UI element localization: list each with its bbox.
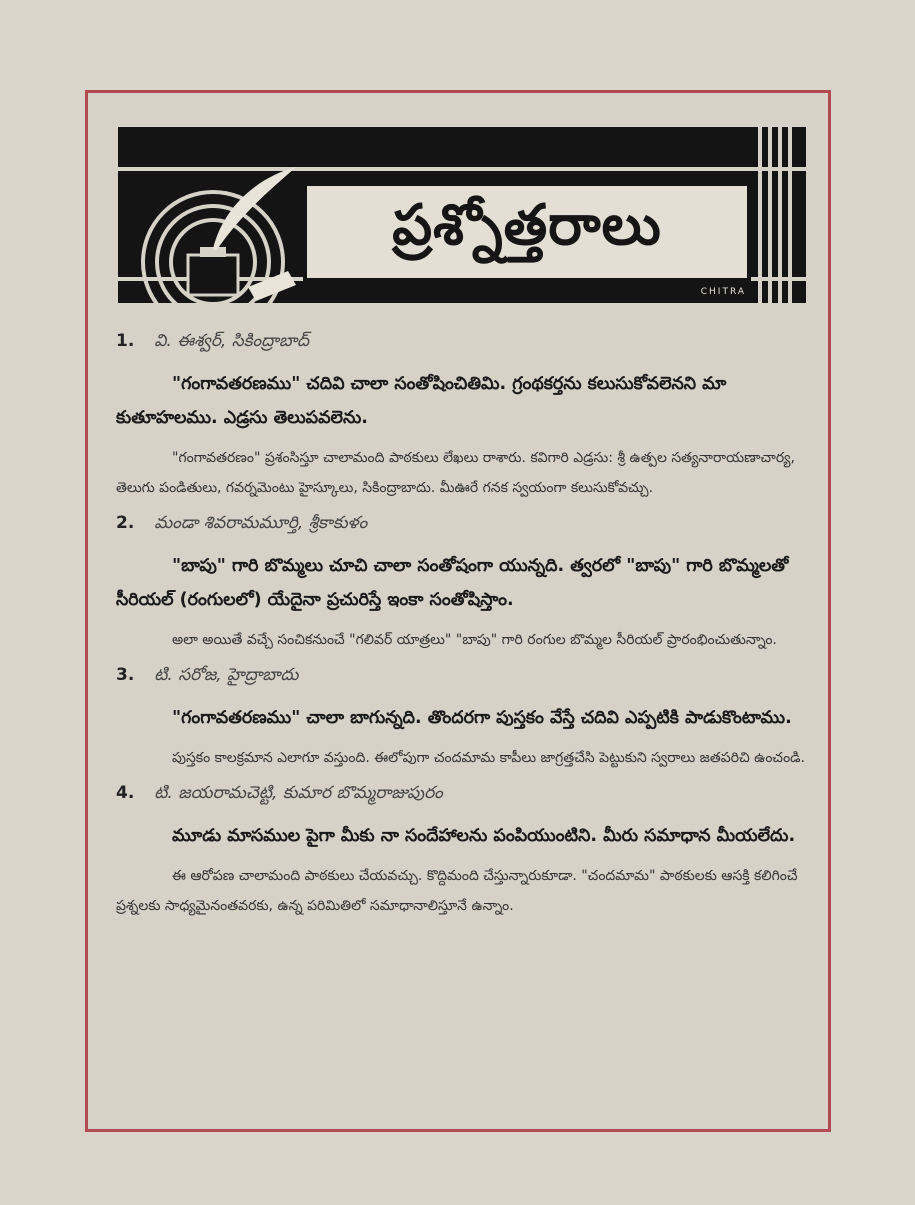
answer-text: "గంగావతరణం" ప్రశంసిస్తూ చాలామంది పాఠకులు లేఖలు రాశారు. కవిగారి ఎడ్రసు: శ్రీ ఉత్పల సత్యనారాయణాచార్య, తెలుగు పండితులు, గవర్నమెంటు హైస్కూలు, సికింద్రాబాదు. మీఊరే గనక స్వయంగా కలుసుకోవచ్చు. — [116, 450, 796, 496]
qa-list — [116, 331, 806, 931]
banner-bars — [756, 127, 798, 303]
asker-name: టి. జయరామచెట్టి, కుమార బొమ్మరాజుపురం — [154, 783, 443, 803]
answer-text: ఈ ఆరోపణ చాలామంది పాఠకులు చేయవచ్చు. కొద్దిమంది చేస్తున్నారుకూడా. "చందమామ" పాఠకులకు ఆసక్తి కలిగించే ప్రశ్నలకు సాధ్యమైనంతవరకు, ఉన్న పరిమితిలో సమాధానాలిస్తూనే ఉన్నాం. — [116, 868, 798, 914]
qa-item — [116, 331, 806, 503]
question-number: 1. — [116, 331, 135, 351]
asker-name: మండా శివరామమూర్తి, శ్రీకాకుళం — [154, 513, 368, 533]
inkwell-quill-icon — [128, 167, 298, 303]
asker-name: టి. సరోజ, హైద్రాబాదు — [154, 665, 299, 685]
qa-header — [116, 783, 806, 807]
page-title: ప్రశ్నోత్తరాలు — [392, 192, 662, 258]
page-frame — [85, 90, 831, 1132]
question-text: మూడు మాసముల పైగా మీకు నా సందేహాలను పంపియుంటిని. మీరు సమాధాన మీయలేదు. — [172, 826, 796, 846]
question-text: "బాపు" గారి బొమ్మలు చూచి చాలా సంతోషంగా యున్నది. త్వరలో "బాపు" గారి బొమ్మలతో సీరియల్ (రంగులలో) యేదైనా ప్రచురిస్తే ఇంకా సంతోషిస్తాం. — [116, 556, 789, 610]
qa-item — [116, 783, 806, 921]
question-number: 2. — [116, 513, 135, 533]
question-number: 4. — [116, 783, 135, 803]
asker-name: వి. ఈశ్వర్, సికింద్రాబాద్ — [154, 331, 310, 351]
question-number: 3. — [116, 665, 135, 685]
qa-header — [116, 665, 806, 689]
qa-item — [116, 513, 806, 655]
answer-text: పుస్తకం కాలక్రమాన ఎలాగూ వస్తుంది. ఈలోపుగా చందమామ కాపీలు జాగ్రత్తచేసి పెట్టుకుని స్వరాలు జతపరిచి ఉంచండి. — [172, 750, 805, 766]
qa-header — [116, 331, 806, 355]
artist-signature: CHITRA — [700, 287, 746, 297]
title-box — [303, 182, 751, 282]
qa-item — [116, 665, 806, 773]
question-text: "గంగావతరణము" చదివి చాలా సంతోషించితిమి. గ్రంథకర్తను కలుసుకోవలెనని మా కుతూహలము. ఎడ్రసు తెలుపవలెను. — [116, 374, 727, 428]
question-text: "గంగావతరణము" చాలా బాగున్నది. తొందరగా పుస్తకం వేస్తే చదివి ఎప్పటికి పాడుకొంటాము. — [172, 708, 792, 728]
header-banner — [118, 127, 806, 303]
answer-text: అలా అయితే వచ్చే సంచికనుంచే "గలివర్ యాత్రలు" "బాపు" గారి రంగుల బొమ్మల సీరియల్ ప్రారంభించుతున్నాం. — [172, 632, 777, 648]
qa-header — [116, 513, 806, 537]
